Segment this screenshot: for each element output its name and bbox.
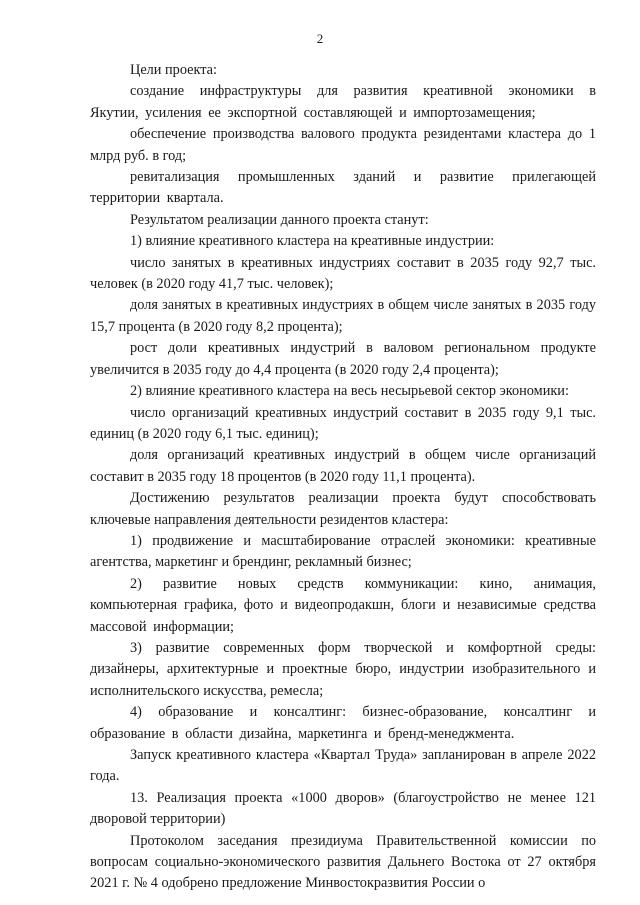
paragraph-protocol: Протоколом заседания президиума Правительственной комиссии по вопросам социально-экономического развития Дальнего Востока от 27 октября 2021 г. № 4 одобрено предложение Минвостокразвития России о (90, 832, 596, 892)
paragraph-employment: число занятых в креативных индустриях составит в 2035 году 92,7 тыс. человек (в 2020 году 41,7 тыс. человек); (90, 254, 596, 293)
paragraph-section-13: 13. Реализация проекта «1000 дворов» (благоустройство не менее 121 дворовой территории) (90, 789, 596, 828)
paragraph-goal-infrastructure: создание инфраструктуры для развития креативной экономики в Якутии, усиления ее экспортной составляющей и импортозамещения; (90, 83, 596, 121)
paragraph-goals-heading: Цели проекта: (130, 62, 217, 78)
paragraph-results-heading: Результатом реализации данного проекта станут: (130, 211, 429, 228)
paragraph-goal-revitalization: ревитализация промышленных зданий и развитие прилегающей территории квартала. (90, 169, 596, 207)
paragraph-organizations-count: число организаций креативных индустрий составит в 2035 году 9,1 тыс. единиц (в 2020 году 6,1 тыс. единиц); (90, 404, 596, 442)
paragraph-organizations-share: доля организаций креативных индустрий в общем числе организаций составит в 2035 году 18 процентов (в 2020 году 11,1 процента). (90, 447, 596, 485)
paragraph-grp-share: рост доли креативных индустрий в валовом региональном продукте увеличится в 2035 году до 4,4 процента (в 2020 году 2,4 процента); (90, 340, 596, 378)
paragraph-direction-4: 4) образование и консалтинг: бизнес-образование, консалтинг и образование в области дизайна, маркетинга и бренд-менеджмента. (90, 704, 596, 742)
paragraph-key-directions: Достижению результатов реализации проекта будут способствовать ключевые направления деятельности резидентов кластера: (90, 490, 596, 528)
paragraph-employment-share: доля занятых в креативных индустриях в общем числе занятых в 2035 году 15,7 процента (в 2020 году 8,2 процента); (90, 297, 596, 335)
paragraph-direction-3: 3) развитие современных форм творческой и комфортной среды: дизайнеры, архитектурные и проектные бюро, индустрии изобразительного и исполнительского искусства, ремесла; (90, 639, 596, 699)
page-number: 2 (316, 31, 324, 46)
paragraph-direction-2: 2) развитие новых средств коммуникации: кино, анимация, компьютерная графика, фото и видеопродакшн, блоги и независимые средства массовой информации; (90, 575, 596, 635)
document-body (90, 60, 596, 895)
paragraph-launch-date: Запуск креативного кластера «Квартал Труда» запланирован в апреле 2022 года. (90, 747, 596, 785)
paragraph-direction-1: 1) продвижение и масштабирование отраслей экономики: креативные агентства, маркетинг и брендинг, рекламный бизнес; (90, 532, 596, 571)
paragraph-result-2: 2) влияние креативного кластера на весь несырьевой сектор экономики: (130, 383, 569, 400)
paragraph-goal-production: обеспечение производства валового продукта резидентами кластера до 1 млрд руб. в год; (90, 126, 596, 164)
paragraph-result-1: 1) влияние креативного кластера на креативные индустрии: (130, 233, 495, 250)
